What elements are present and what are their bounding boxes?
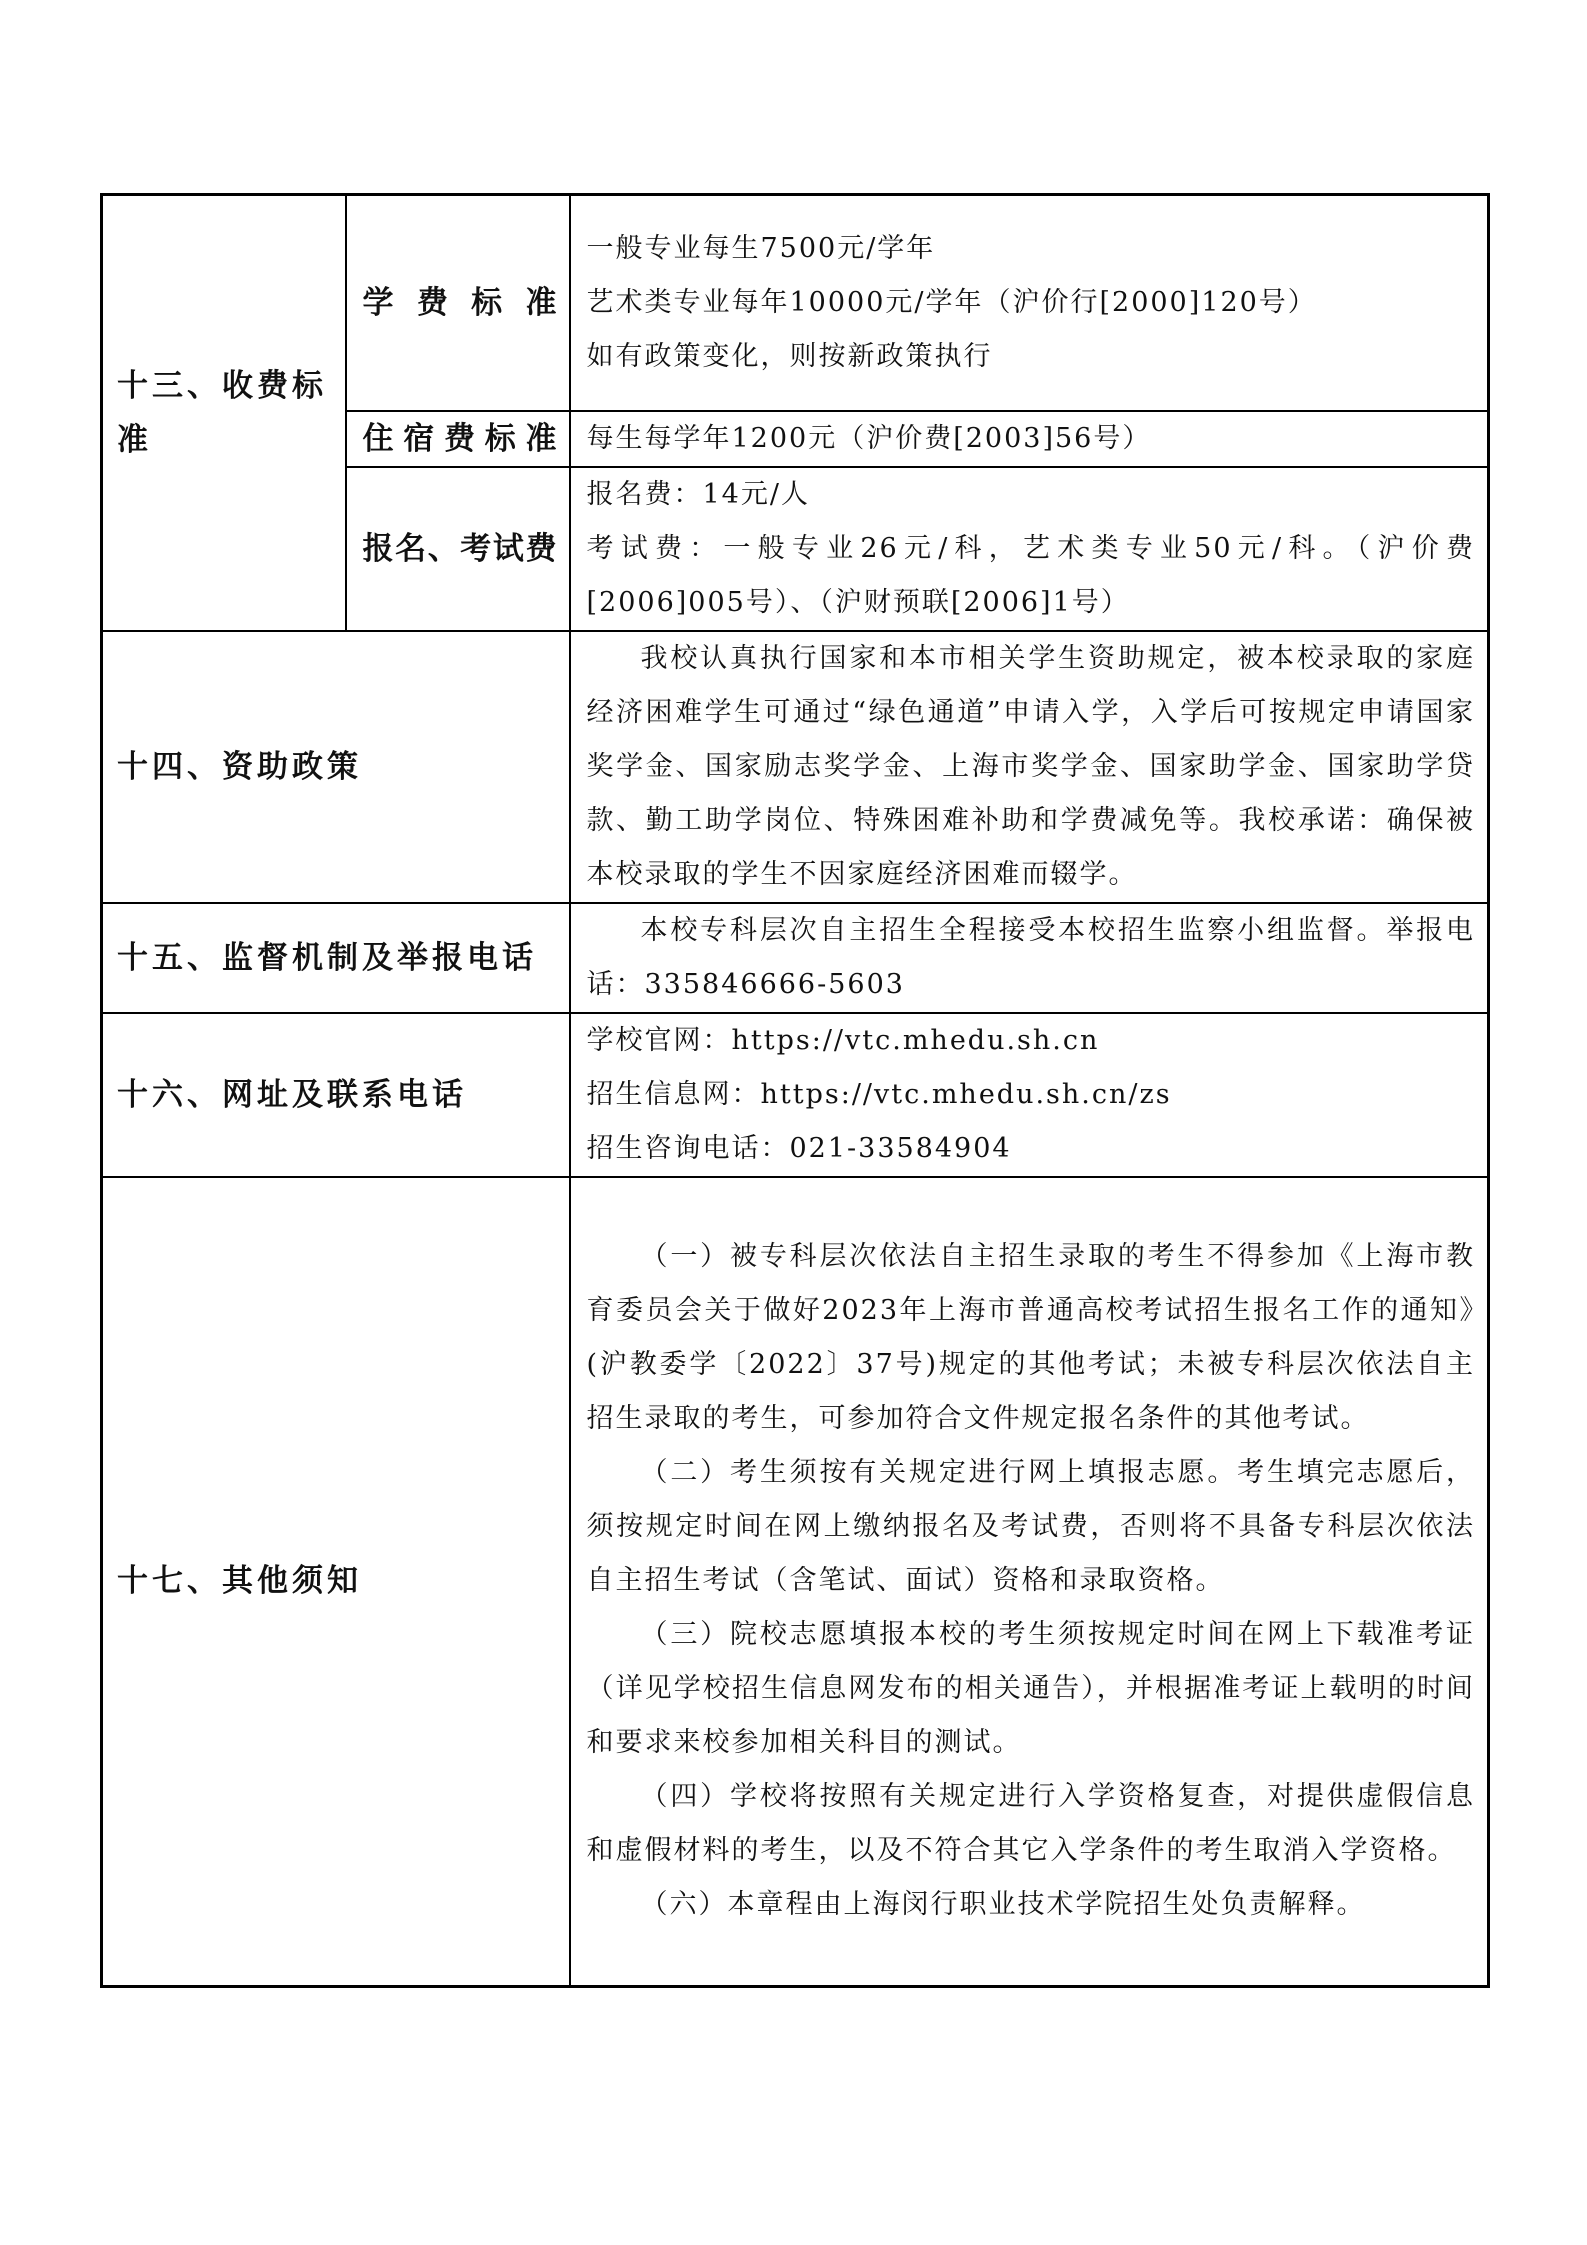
sub-label-exam: 报名、考试费 <box>346 467 570 631</box>
tuition-line: 艺术类专业每年10000元/学年（沪价行[2000]120号） <box>586 286 1317 318</box>
fees-row-tuition <box>102 195 1489 411</box>
supervision-content <box>570 903 1489 1013</box>
supervision-row <box>102 903 1489 1013</box>
supervision-paragraph: 本校专科层次自主招生全程接受本校招生监察小组监督。举报电话：335846666-5603 <box>586 914 1475 1000</box>
notes-row <box>102 1177 1489 1987</box>
dorm-line: 每生每学年1200元（沪价费[2003]56号） <box>586 422 1152 454</box>
contact-admissions-site: 招生信息网：https://vtc.mhedu.sh.cn/zs <box>586 1078 1172 1110</box>
sub-label-tuition: 学费标准 <box>346 195 570 411</box>
aid-row <box>102 631 1489 903</box>
notes-content <box>570 1177 1489 1987</box>
section-label-aid: 十四、资助政策 <box>102 631 570 903</box>
contact-content <box>570 1013 1489 1177</box>
section-label-supervision: 十五、监督机制及举报电话 <box>102 903 570 1013</box>
tuition-line: 一般专业每生7500元/学年 <box>586 232 936 264</box>
aid-paragraph: 我校认真执行国家和本市相关学生资助规定，被本校录取的家庭经济困难学生可通过“绿色通道”申请入学，入学后可按规定申请国家奖学金、国家励志奖学金、上海市奖学金、国家助学金、国家助学贷款、勤工助学岗位、特殊困难补助和学费减免等。我校承诺：确保被本校录取的学生不因家庭经济困难而辍学。 <box>586 642 1475 890</box>
dorm-content <box>570 411 1489 467</box>
section-label-notes: 十七、其他须知 <box>102 1177 570 1987</box>
notes-paragraph: （三）院校志愿填报本校的考生须按规定时间在网上下载准考证（详见学校招生信息网发布的相关通告），并根据准考证上载明的时间和要求来校参加相关科目的测试。 <box>586 1619 1475 1759</box>
exam-line: 考试费：一般专业26元/科，艺术类专业50元/科。（沪价费[2006]005号）、（沪财预联[2006]1号） <box>586 532 1475 618</box>
notes-paragraph: （一）被专科层次依法自主招生录取的考生不得参加《上海市教育委员会关于做好2023年上海市普通高校考试招生报名工作的通知》(沪教委学〔2022〕37号)规定的其他考试；未被专科层次依法自主招生录取的考生，可参加符合文件规定报名条件的其他考试。 <box>586 1241 1475 1435</box>
section-label-fees: 十三、收费标准 <box>102 195 346 631</box>
notes-paragraph: （二）考生须按有关规定进行网上填报志愿。考生填完志愿后，须按规定时间在网上缴纳报名及考试费，否则将不具备专科层次依法自主招生考试（含笔试、面试）资格和录取资格。 <box>586 1457 1475 1597</box>
contact-row <box>102 1013 1489 1177</box>
section-label-contact: 十六、网址及联系电话 <box>102 1013 570 1177</box>
admission-info-table <box>100 193 1490 1988</box>
aid-content <box>570 631 1489 903</box>
notes-paragraph: （六）本章程由上海闵行职业技术学院招生处负责解释。 <box>640 1889 1366 1921</box>
contact-website: 学校官网：https://vtc.mhedu.sh.cn <box>586 1024 1100 1056</box>
tuition-content <box>570 195 1489 411</box>
tuition-line: 如有政策变化，则按新政策执行 <box>586 340 993 372</box>
sub-label-dorm: 住宿费标准 <box>346 411 570 467</box>
exam-content <box>570 467 1489 631</box>
notes-paragraph: （四）学校将按照有关规定进行入学资格复查，对提供虚假信息和虚假材料的考生，以及不符合其它入学条件的考生取消入学资格。 <box>586 1781 1475 1867</box>
contact-phone: 招生咨询电话：021-33584904 <box>586 1132 1012 1164</box>
exam-line: 报名费：14元/人 <box>586 478 810 510</box>
